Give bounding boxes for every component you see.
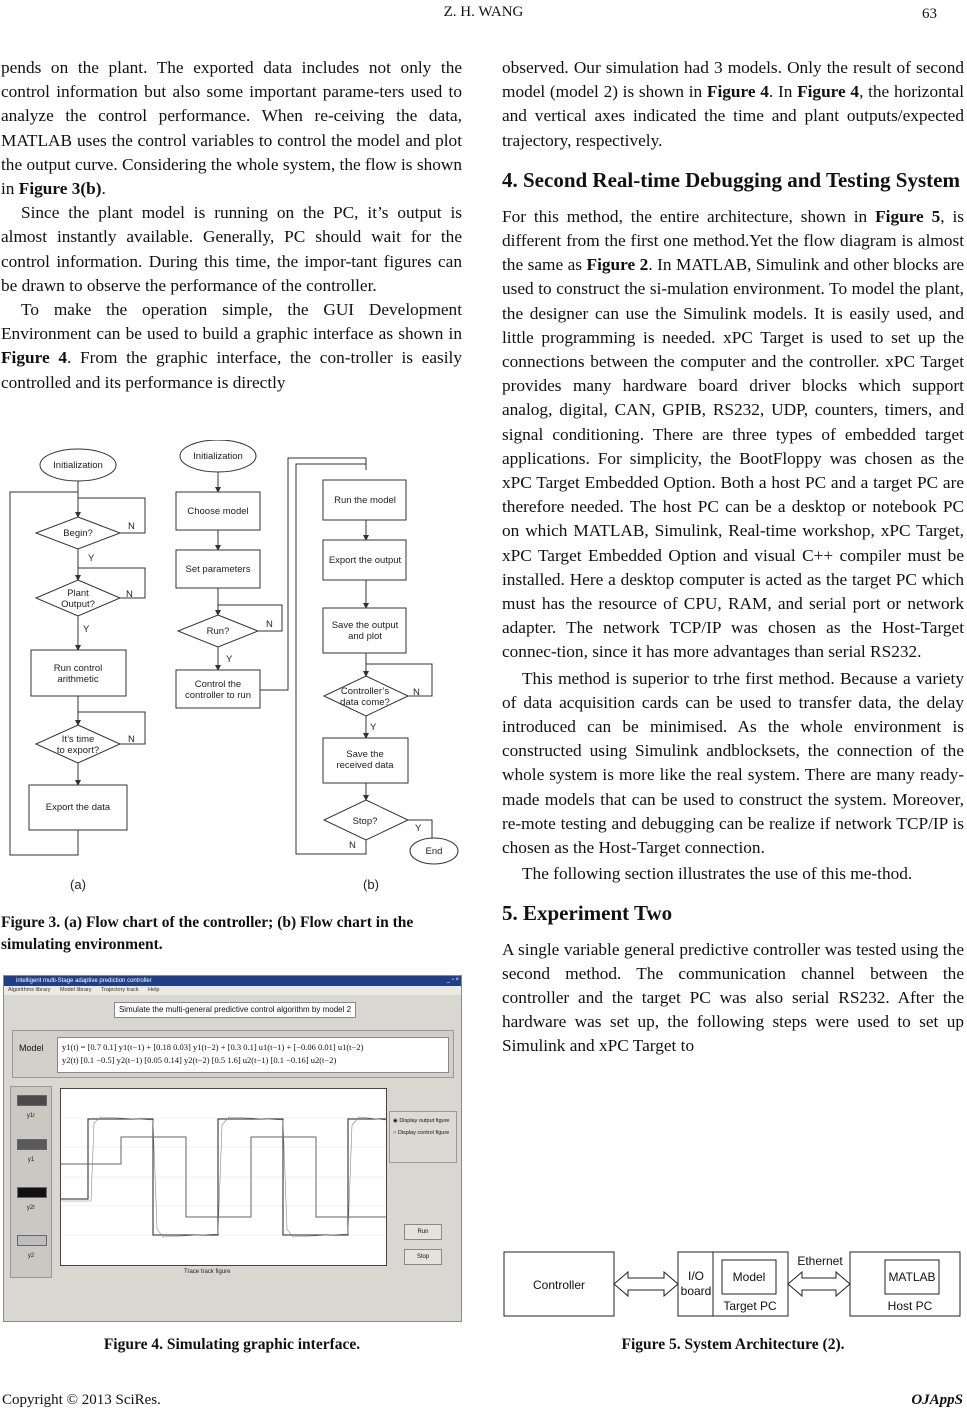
svg-text:N: N: [266, 619, 273, 630]
left-paragraph-3: To make the operation simple, the GUI Development Environment can be used to build a graphic interface as shown in Figure 4. From the graphic interface, the con-troller is easily controlled and its performance is directly: [1, 300, 462, 392]
svg-text:Run control: Run control: [53, 663, 103, 674]
right-paragraph-1: observed. Our simulation had 3 models. Only the result of second model (model 2) is shown in Figure 4. In Figure 4, the horizontal and vertical axes indicated the time and plant outputs/expected trajectory, respectively.: [502, 58, 964, 150]
legend-y1r: y1r: [17, 1095, 45, 1119]
figure-ref: Figure 4: [1, 348, 67, 368]
plot-xlabel: Trace track figure: [184, 1269, 231, 1275]
svg-text:Begin?: Begin?: [63, 528, 93, 539]
menu-trajectory: Trajectory track: [100, 987, 139, 993]
svg-text:N: N: [128, 734, 135, 745]
menu-model: Model library: [60, 987, 92, 993]
menu-algorithms: Algorithms library: [8, 987, 51, 993]
footer-copyright: Copyright © 2013 SciRes.: [2, 1392, 161, 1408]
figure-3-caption: Figure 3. (a) Flow chart of the controller; (b) Flow chart in the simulating environment.: [1, 914, 414, 953]
figure-3-flowcharts: [0, 440, 467, 900]
figure-5-caption: Figure 5. System Architecture (2).: [621, 1336, 845, 1353]
svg-text:arithmetic: arithmetic: [57, 674, 99, 685]
window-controls-icon: _ ▫ ×: [446, 977, 459, 983]
left-paragraph-2: Since the plant model is running on the PC, it’s output is almost instantly available. Generally, PC should wait for the control information. During this time, the impor-tant figures can be drawn to observe the performance of the controller.: [1, 203, 462, 295]
svg-text:Controller’s: Controller’s: [340, 686, 390, 697]
svg-text:Export the data: Export the data: [45, 802, 111, 813]
svg-text:Choose model: Choose model: [187, 506, 249, 517]
gui-title: Simulate the multi-general predictive control algorithm by model 2: [114, 1002, 356, 1018]
legend-y2: y2: [17, 1235, 45, 1259]
page-number: 63: [922, 6, 937, 22]
svg-text:N: N: [349, 840, 356, 851]
svg-text:Y: Y: [88, 553, 95, 564]
section-4-paragraph-3: The following section illustrates the use of this me-thod.: [522, 864, 913, 884]
svg-text:Ethernet: Ethernet: [797, 1254, 843, 1268]
svg-text:MATLAB: MATLAB: [888, 1270, 936, 1284]
display-options: [389, 1111, 457, 1163]
running-head-author: Z. H. WANG: [443, 4, 524, 20]
option-output-figure: ◉ Display output figure: [393, 1118, 450, 1124]
svg-text:Target PC: Target PC: [723, 1299, 777, 1313]
svg-text:Host PC: Host PC: [887, 1299, 933, 1313]
svg-text:Initialization: Initialization: [53, 460, 103, 471]
model-panel: [12, 1030, 454, 1078]
svg-text:N: N: [126, 589, 133, 600]
svg-text:Y: Y: [370, 722, 377, 733]
svg-text:End: End: [425, 846, 443, 857]
legend-panel: [10, 1086, 52, 1278]
section-4-paragraph-2: This method is superior to trhe first method. Because a variety of data acquisition cards can be used to transfer data, the delay introduced can be minimised. As the whole environment is constructed using Simulink andblocksets, the connection of the whole system is more like the real system. There are many ready-made models that can be used to construct the system. Moreover, re-mote testing and debugging can be realize if network TCP/IP is chosen as the Host-Target connection.: [502, 668, 964, 858]
svg-text:Output?: Output?: [61, 599, 95, 610]
svg-text:Stop?: Stop?: [352, 816, 378, 827]
svg-text:Save the output: Save the output: [331, 620, 399, 631]
ethernet-link-arrow: [788, 1272, 850, 1296]
left-column-text: [1, 56, 462, 395]
menu-bar: [4, 986, 461, 995]
figure-4-caption: Figure 4. Simulating graphic interface.: [103, 1336, 361, 1353]
svg-text:Control the: Control the: [194, 679, 242, 690]
svg-text:I/O: I/O: [687, 1269, 705, 1283]
svg-text:N: N: [413, 687, 420, 698]
serial-link-arrow: [614, 1272, 678, 1296]
svg-text:Y: Y: [226, 654, 233, 665]
left-paragraph-1: pends on the plant. The exported data includes not only the control information but also some important parame-ters used to analyze the control performance. When re-ceiving the data, MATLAB uses the control variables to control the model and plot the output curve. Considering the whole system, the flow is shown in Figure 3(b).: [1, 58, 462, 199]
svg-text:data come?: data come?: [340, 697, 390, 708]
svg-text:Y: Y: [83, 624, 90, 635]
model-label: Model: [19, 1043, 44, 1053]
svg-text:Plant: Plant: [67, 588, 89, 599]
svg-text:Set parameters: Set parameters: [185, 564, 251, 575]
svg-text:Model: Model: [732, 1270, 766, 1284]
figure-4-gui-screenshot: [3, 975, 462, 1322]
stop-button: Stop: [404, 1249, 442, 1265]
svg-text:and plot: and plot: [348, 631, 382, 642]
section-5-title: 5. Experiment Two: [502, 900, 673, 925]
section-4-paragraph-1: For this method, the entire architecture, shown in Figure 5, is different from the first one method.Yet the flow diagram is almost the same as Figure 2. In MATLAB, Simulink and other blocks are used to construct the si-mulation environment. To model the plant, the designer can use the Simulink models. It is easily used, and little programming is needed. xPC Target is used to set up the connections between the computer and the controller. xPC Target provides many hardware board driver blocks which support analog, digital, CAN, GPIB, RS232, UDP, counters, timers, and signal conditioning. There are three types of embedded target applications. For simplicity, the BootFloppy was chosen as the xPC Target Embedded Option. Both a host PC and a target PC are therefore needed. The host PC can be a desktop or notebook PC on which MATLAB, Simulink, Real-time workshop, xPC Target, xPC Target Embedded Option and visual C++ compiler must be installed. Here a desktop computer is acted as the target PC which must has the resource of CPU, RAM, and serial port or network adapter. The network TCP/IP was chosen as the Host-Target connec-tion, since it has more advantages than serial RS232.: [502, 206, 964, 662]
legend-y2r: y2r: [17, 1187, 45, 1211]
svg-text:It’s time: It’s time: [61, 734, 95, 745]
svg-text:to export?: to export?: [56, 745, 100, 756]
trajectory-plot: [60, 1088, 387, 1266]
svg-text:Save the: Save the: [346, 749, 384, 760]
svg-text:Run the model: Run the model: [334, 495, 396, 506]
svg-text:controller to run: controller to run: [184, 690, 252, 701]
option-control-figure: ○ Display control figure: [393, 1130, 450, 1136]
figure-ref: Figure 3(b): [18, 179, 102, 199]
window-titlebar: intelligent multi-Stage adaptive prediction controller: [4, 976, 461, 986]
footer-journal: OJAppS: [911, 1392, 963, 1408]
section-5-paragraph-1: A single variable general predictive controller was tested using the second method. The communication channel between the controller and the target PC was also serial RS232. After the hardware was set up, the following steps were used to set up Simulink and xPC Target to: [502, 939, 964, 1056]
svg-text:Y: Y: [415, 823, 422, 834]
svg-text:received data: received data: [336, 760, 394, 771]
svg-text:(b): (b): [363, 877, 379, 892]
svg-text:Initialization: Initialization: [193, 451, 243, 462]
section-4-title: 4. Second Real-time Debugging and Testing System: [502, 167, 960, 192]
svg-text:N: N: [128, 521, 135, 532]
svg-text:board: board: [680, 1284, 712, 1298]
legend-y1: y1: [17, 1139, 45, 1163]
svg-text:(a): (a): [70, 877, 86, 892]
figure-5-architecture: [500, 1250, 965, 1322]
page-header: [0, 0, 967, 40]
svg-text:Export the output: Export the output: [328, 555, 402, 566]
right-column-text: [502, 56, 964, 1059]
model-equation: y1(t) = [0.7 0.1] y1(t−1) + [0.18 0.03] y1(t−2) + [0.3 0.1] u1(t−1) + [−0.06 0.01] u1(t−2) y2(t) [0.1 −0.5] y2(t−1) [0.05 0.14] y2(t−2) [0.5 1.6] u2(t−1) [0.1 −0.16] u2(t−2): [57, 1037, 449, 1073]
run-button: Run: [404, 1224, 442, 1240]
menu-help: Help: [148, 987, 160, 993]
svg-text:Controller: Controller: [532, 1278, 586, 1292]
svg-text:Run?: Run?: [206, 626, 230, 637]
